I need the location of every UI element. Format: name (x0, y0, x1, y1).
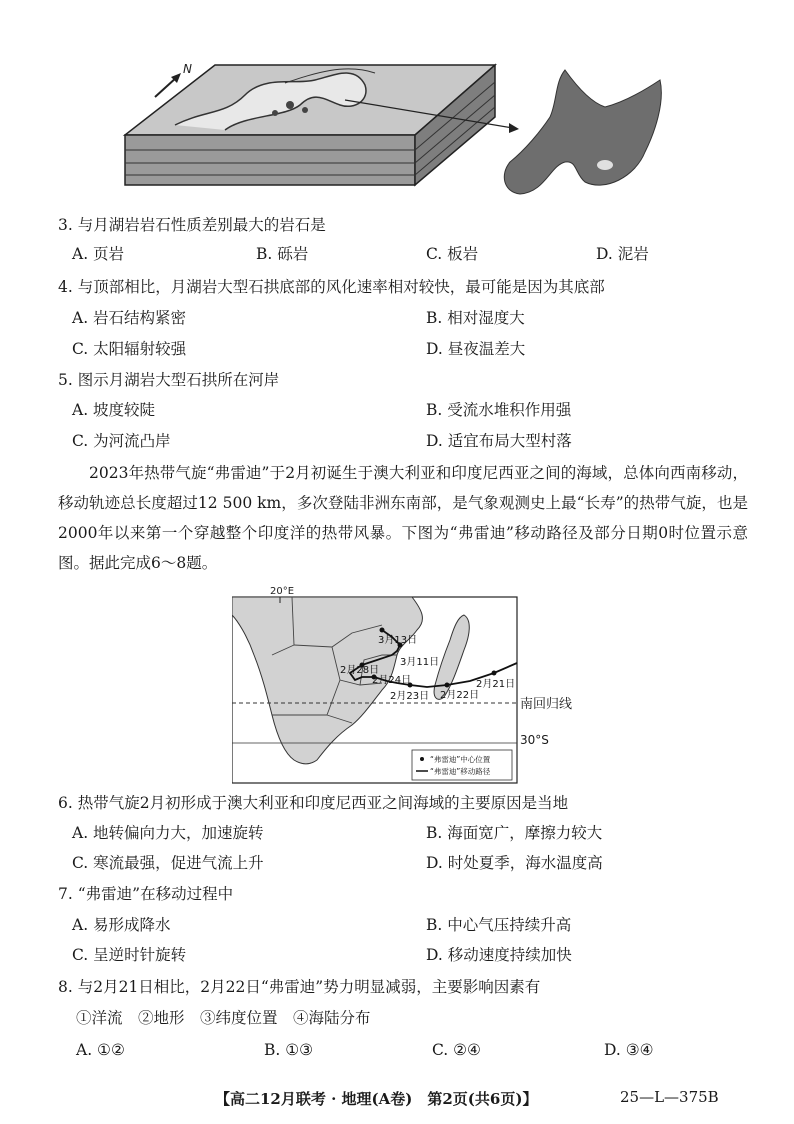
q7-option-a[interactable]: A. 易形成降水 (72, 916, 171, 934)
q6-option-b[interactable]: B. 海面宽广，摩擦力较大 (426, 824, 603, 842)
date-feb28: 2月28日 (340, 665, 380, 676)
date-mar13: 3月13日 (378, 635, 418, 646)
q3-option-d[interactable]: D. 泥岩 (596, 245, 649, 263)
q5-option-a[interactable]: A. 坡度较陡 (72, 401, 156, 419)
q3-option-c[interactable]: C. 板岩 (426, 245, 479, 263)
q8-stem: 8. 与2月21日相比，2月22日“弗雷迪”势力明显减弱，主要影响因素有 (58, 978, 541, 996)
lat-label: 30°S (520, 733, 549, 747)
q8-option-d[interactable]: D. ③④ (604, 1041, 654, 1059)
q6-option-d[interactable]: D. 时处夏季，海水温度高 (426, 854, 603, 872)
date-feb21: 2月21日 (476, 679, 516, 690)
q7-stem: 7. “弗雷迪”在移动过程中 (58, 885, 234, 903)
q7-option-b[interactable]: B. 中心气压持续升高 (426, 916, 572, 934)
legend-path: “弗雷迪”移动路径 (430, 767, 491, 776)
q8-option-c[interactable]: C. ②④ (432, 1041, 481, 1059)
q5-stem: 5. 图示月湖岩大型石拱所在河岸 (58, 371, 280, 389)
q4-option-b[interactable]: B. 相对湿度大 (426, 309, 525, 327)
q3-option-b[interactable]: B. 砾岩 (256, 245, 309, 263)
passage (58, 458, 748, 578)
q5-option-d[interactable]: D. 适宜布局大型村落 (426, 432, 572, 450)
date-feb24: 2月24日 (372, 675, 412, 686)
q8-factors: ①洋流 ②地形 ③纬度位置 ④海陆分布 (76, 1009, 371, 1027)
q4-option-d[interactable]: D. 昼夜温差大 (426, 340, 526, 358)
q7-option-c[interactable]: C. 呈逆时针旋转 (72, 946, 187, 964)
cyclone-freddy-map (232, 585, 518, 785)
q5-option-c[interactable]: C. 为河流凸岸 (72, 432, 171, 450)
north-label: N (183, 62, 192, 76)
q4-option-c[interactable]: C. 太阳辐射较强 (72, 340, 187, 358)
date-feb23: 2月23日 (390, 691, 430, 702)
q4-option-a[interactable]: A. 岩石结构紧密 (72, 309, 187, 327)
rock-arch-photo (495, 62, 675, 202)
q5-option-b[interactable]: B. 受流水堆积作用强 (426, 401, 572, 419)
legend-center: “弗雷迪”中心位置 (430, 755, 491, 764)
lon-label: 20°E (270, 586, 295, 597)
q4-stem: 4. 与顶部相比，月湖岩大型石拱底部的风化速率相对较快，最可能是因为其底部 (58, 278, 605, 296)
date-feb22: 2月22日 (440, 690, 480, 701)
q7-option-d[interactable]: D. 移动速度持续加快 (426, 946, 572, 964)
date-mar11: 3月11日 (400, 657, 440, 668)
q3-stem: 3. 与月湖岩岩石性质差别最大的岩石是 (58, 216, 326, 234)
q8-option-b[interactable]: B. ①③ (264, 1041, 314, 1059)
footer-code: 25—L—375B (620, 1088, 719, 1106)
rock-arch-block-diagram (115, 55, 525, 200)
passage-text: 2023年热带气旋“弗雷迪”于2月初诞生于澳大利亚和印度尼西亚之间的海域，总体向西南移动，移动轨迹总长度超过12 500 km，多次登陆非洲东南部，是气象观测史上最“长寿”的热带气旋，也是2000年以来第一个穿越整个印度洋的热带风暴。下图为“弗雷迪”移动路径及部分日期0时位置示意图。据此完成6～8题。 (58, 464, 748, 572)
q8-option-a[interactable]: A. ①② (76, 1041, 125, 1059)
q3-option-a[interactable]: A. 页岩 (72, 245, 125, 263)
q6-stem: 6. 热带气旋2月初形成于澳大利亚和印度尼西亚之间海域的主要原因是当地 (58, 794, 569, 812)
tropic-label: 南回归线 (520, 697, 573, 712)
q6-option-c[interactable]: C. 寒流最强，促进气流上升 (72, 854, 264, 872)
footer-title: 【高二12月联考 · 地理(A卷) 第2页(共6页)】 (215, 1090, 538, 1108)
q6-option-a[interactable]: A. 地转偏向力大，加速旋转 (72, 824, 264, 842)
